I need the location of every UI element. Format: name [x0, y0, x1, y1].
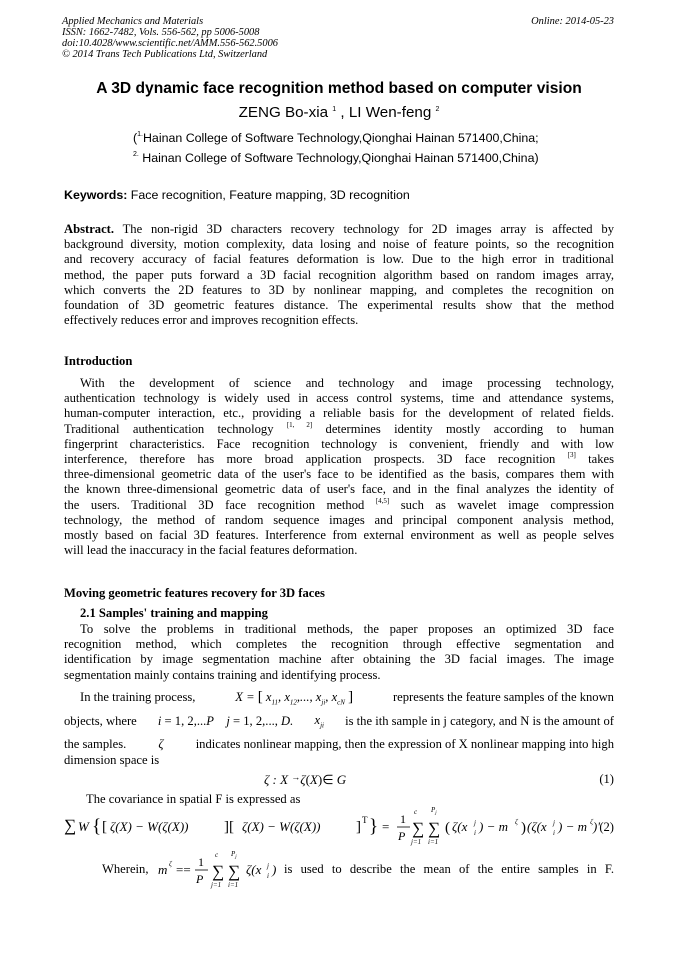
svg-text:j: j: [553, 819, 555, 827]
svg-text:∑: ∑: [64, 816, 77, 835]
svg-text:ζ(X) − W(ζ(X)): ζ(X) − W(ζ(X)): [110, 819, 189, 834]
svg-text:[: [: [102, 819, 107, 835]
svg-text:ζ(X) − W(ζ(X)): ζ(X) − W(ζ(X)): [242, 819, 321, 834]
authors: [0, 104, 678, 121]
intro-line: the users. Traditional 3D face recognition method [4,5] such as wavelet image compression: [64, 496, 615, 512]
svg-text:i: i: [474, 829, 476, 837]
author-1: ZENG Bo-xia: [238, 104, 329, 121]
abstract-line: background diversity, motion complexity, data losing and noise of feature points, so the recognition: [64, 237, 614, 252]
intro-line: authentication technology is widely used in access control systems, time and attendance systems,: [64, 391, 614, 406]
svg-text:(: (: [445, 820, 450, 836]
svg-text:Pj: $P_j$: [431, 806, 437, 816]
copyright-line: © 2014 Trans Tech Publications Ltd, Switzerland: [62, 49, 268, 60]
citation: [1, 2]: [286, 420, 313, 429]
intro-line: human-computer interaction, etc., providing a reliable basis for the development of related fields.: [64, 406, 614, 421]
svg-text:m: m: [158, 862, 168, 877]
author-1-sup: 1: [332, 106, 337, 113]
intro-line: interference, therefore has more broad application prospects. 3D face recognition [3] takes: [64, 450, 615, 466]
abstract-line: method, the paper puts forward a 3D facial recognition algorithm based on random images array,: [64, 267, 614, 282]
abstract: [64, 222, 614, 328]
author-2-sup: 2: [435, 106, 440, 113]
citation: [4,5]: [375, 496, 390, 505]
svg-text:j=1: j=1: [211, 881, 222, 889]
svg-text:][: ][: [224, 819, 234, 835]
body-line: recognition method, which completes the recognition through effective segmentation and: [64, 637, 614, 652]
svg-text:): ): [521, 820, 526, 836]
zeta-symbol: ζ: [158, 737, 164, 751]
formula-X: X = [ $x_{11}$, $x_{12}$,..., $x_{ji}$, $x_{cN}$ ]: [235, 689, 354, 707]
body-line: The covariance in spatial F is expressed as: [86, 792, 301, 806]
introduction-heading: Introduction: [64, 354, 133, 368]
training-line: In the training process, X = [ $x_{11}$, $x_{12}$,..., $x_{ji}$, $x_{cN}$ ] represents the feature samples of the known: [80, 689, 614, 707]
intro-line: mostly based on facial 3D features. Interference from external environment as well as people selves: [64, 527, 614, 542]
svg-text:==: ==: [176, 862, 191, 877]
svg-text:i: i: [553, 829, 555, 837]
svg-text:ζ(x: ζ(x: [452, 819, 468, 834]
svg-text:∑: ∑: [212, 862, 225, 881]
affiliation-1: ($^{1.}$Hainan College of Software Technology,Qionghai Hainan 571400,China;: [133, 131, 539, 145]
keywords-label: Keywords:: [64, 188, 128, 202]
svg-text:i=1: i=1: [228, 881, 239, 889]
intro-line: technology, the method of random sequence images and principal component analysis method,: [64, 512, 614, 527]
svg-text:(ζ(x: (ζ(x: [527, 819, 547, 834]
svg-text:) − m: ) − m: [479, 819, 508, 834]
svg-text:T: T: [362, 815, 368, 825]
svg-text:∑: ∑: [228, 862, 241, 881]
svg-text:j=1: j=1: [411, 838, 422, 846]
svg-text:}: }: [369, 816, 379, 837]
intro-line: the known three-dimensional geometric data of user's face, and in the final analyzes the identity of: [64, 482, 614, 497]
svg-text:1: 1: [400, 812, 406, 826]
equation-2-number: (2): [599, 820, 614, 834]
svg-text:]: ]: [356, 819, 361, 835]
abstract-line: and recovery accuracy of facial features deformation is low. Due to the high error in traditional: [64, 252, 614, 267]
issn-line: ISSN: 1662-7482, Vols. 556-562, pp 5006-5008: [62, 27, 260, 38]
section-paragraph: [64, 622, 614, 683]
wherein-line: [102, 850, 614, 890]
citation: [3]: [567, 450, 576, 459]
section-heading: Moving geometric features recovery for 3D faces: [64, 586, 325, 600]
svg-text:∑: ∑: [412, 819, 425, 838]
svg-text:c: c: [414, 808, 418, 816]
svg-text:1: 1: [198, 855, 204, 869]
abstract-line: Abstract. The non-rigid 3D characters recovery technology for 2D images array is affected by: [64, 222, 614, 236]
abstract-line: which converts the 2D features to 3D by nonlinear mapping, and completes the recognition on: [64, 282, 614, 297]
intro-line: fingerprint characteristics. Face recognition technology is convenient, friendly and with low: [64, 436, 614, 451]
doi-line: doi:10.4028/www.scientific.net/AMM.556-562.5006: [62, 38, 278, 49]
svg-text:): ): [272, 862, 277, 877]
abstract-line: effectively reduces error and improves recognition effects.: [64, 313, 359, 328]
svg-text:∑: ∑: [428, 819, 441, 838]
intro-line: will lead the inaccuracy in the facial features deformation.: [64, 543, 358, 558]
affiliation-2: $^{2.}$ Hainan College of Software Technology,Qionghai Hainan 571400,China): [133, 151, 539, 165]
wherein-text: is used to describe the mean of the entire samples in F.: [284, 862, 614, 876]
svg-text:c: c: [215, 851, 219, 859]
keywords-text: Face recognition, Feature mapping, 3D recognition: [127, 188, 410, 202]
journal-name: Applied Mechanics and Materials: [62, 16, 204, 27]
paper-title: A 3D dynamic face recognition method based on computer vision: [96, 80, 582, 97]
intro-line: Traditional authentication technology [1, 2] determines identity mostly according to human: [64, 420, 614, 436]
formula-xji: $x_{ji}$: [314, 713, 324, 730]
equation-2: [64, 806, 594, 848]
equation-1-number: (1): [599, 772, 614, 786]
svg-text:) − m: ) − m: [558, 819, 587, 834]
svg-text:j: j: [474, 819, 476, 827]
svg-text:Pj: $P_j$: [231, 850, 237, 860]
svg-text:i: i: [267, 872, 269, 880]
wherein-label: Wherein,: [102, 862, 149, 876]
abstract-line: foundation of 3D geometric features distance. The experimental results show that the method: [64, 297, 614, 312]
svg-text:W: W: [78, 819, 89, 834]
subsection-heading: 2.1 Samples' training and mapping: [80, 606, 268, 620]
svg-text:ζ: ζ: [169, 860, 172, 868]
abstract-label: Abstract.: [64, 222, 115, 236]
svg-text:ζ(x: ζ(x: [246, 862, 262, 877]
svg-text:ζ: ζ: [590, 818, 593, 826]
body-line: dimension space is: [64, 753, 160, 767]
svg-text:{: {: [92, 816, 102, 837]
author-2: , LI Wen-feng: [336, 104, 432, 121]
intro-line: three-dimensional geometric data of the user's face to be identified as the basis, compares them with: [64, 467, 614, 482]
online-date: Online: 2014-05-23: [531, 16, 614, 27]
introduction-body: [64, 376, 614, 558]
svg-text:ζ: ζ: [515, 818, 518, 826]
equation-2-tail: )': [593, 820, 600, 834]
formula-indices: i = 1, 2,...P j = 1, 2,..., D.: [157, 713, 294, 728]
svg-text:i=1: i=1: [428, 838, 439, 846]
svg-text:=: =: [382, 819, 390, 834]
svg-text:P: P: [196, 872, 204, 886]
body-line: To solve the problems in traditional methods, the paper proposes an optimized 3D face: [80, 622, 614, 636]
body-line: segmentation mainly contains training and identifying process.: [64, 667, 381, 682]
mean-formula: [158, 850, 288, 890]
equation-2-graphic: [64, 806, 594, 848]
body-line: identification by image segmentation machine after obtaining the 3D facial images. The image: [64, 652, 614, 667]
svg-text:j: j: [267, 862, 269, 870]
equation-1: ζ : X →ζ(X)∈ G: [264, 772, 347, 787]
samples-line: the samples. ζ indicates nonlinear mapping, then the expression of X nonlinear mapping into high: [64, 737, 614, 751]
objects-line: objects, where i = 1, 2,...P j = 1, 2,..., D. $x_{ji}$ is the ith sample in j category, and N is the amount of: [64, 713, 614, 730]
svg-text:P: P: [398, 829, 406, 843]
keywords: [64, 188, 410, 202]
intro-line: With the development of science and technology and image processing technology,: [80, 376, 614, 390]
